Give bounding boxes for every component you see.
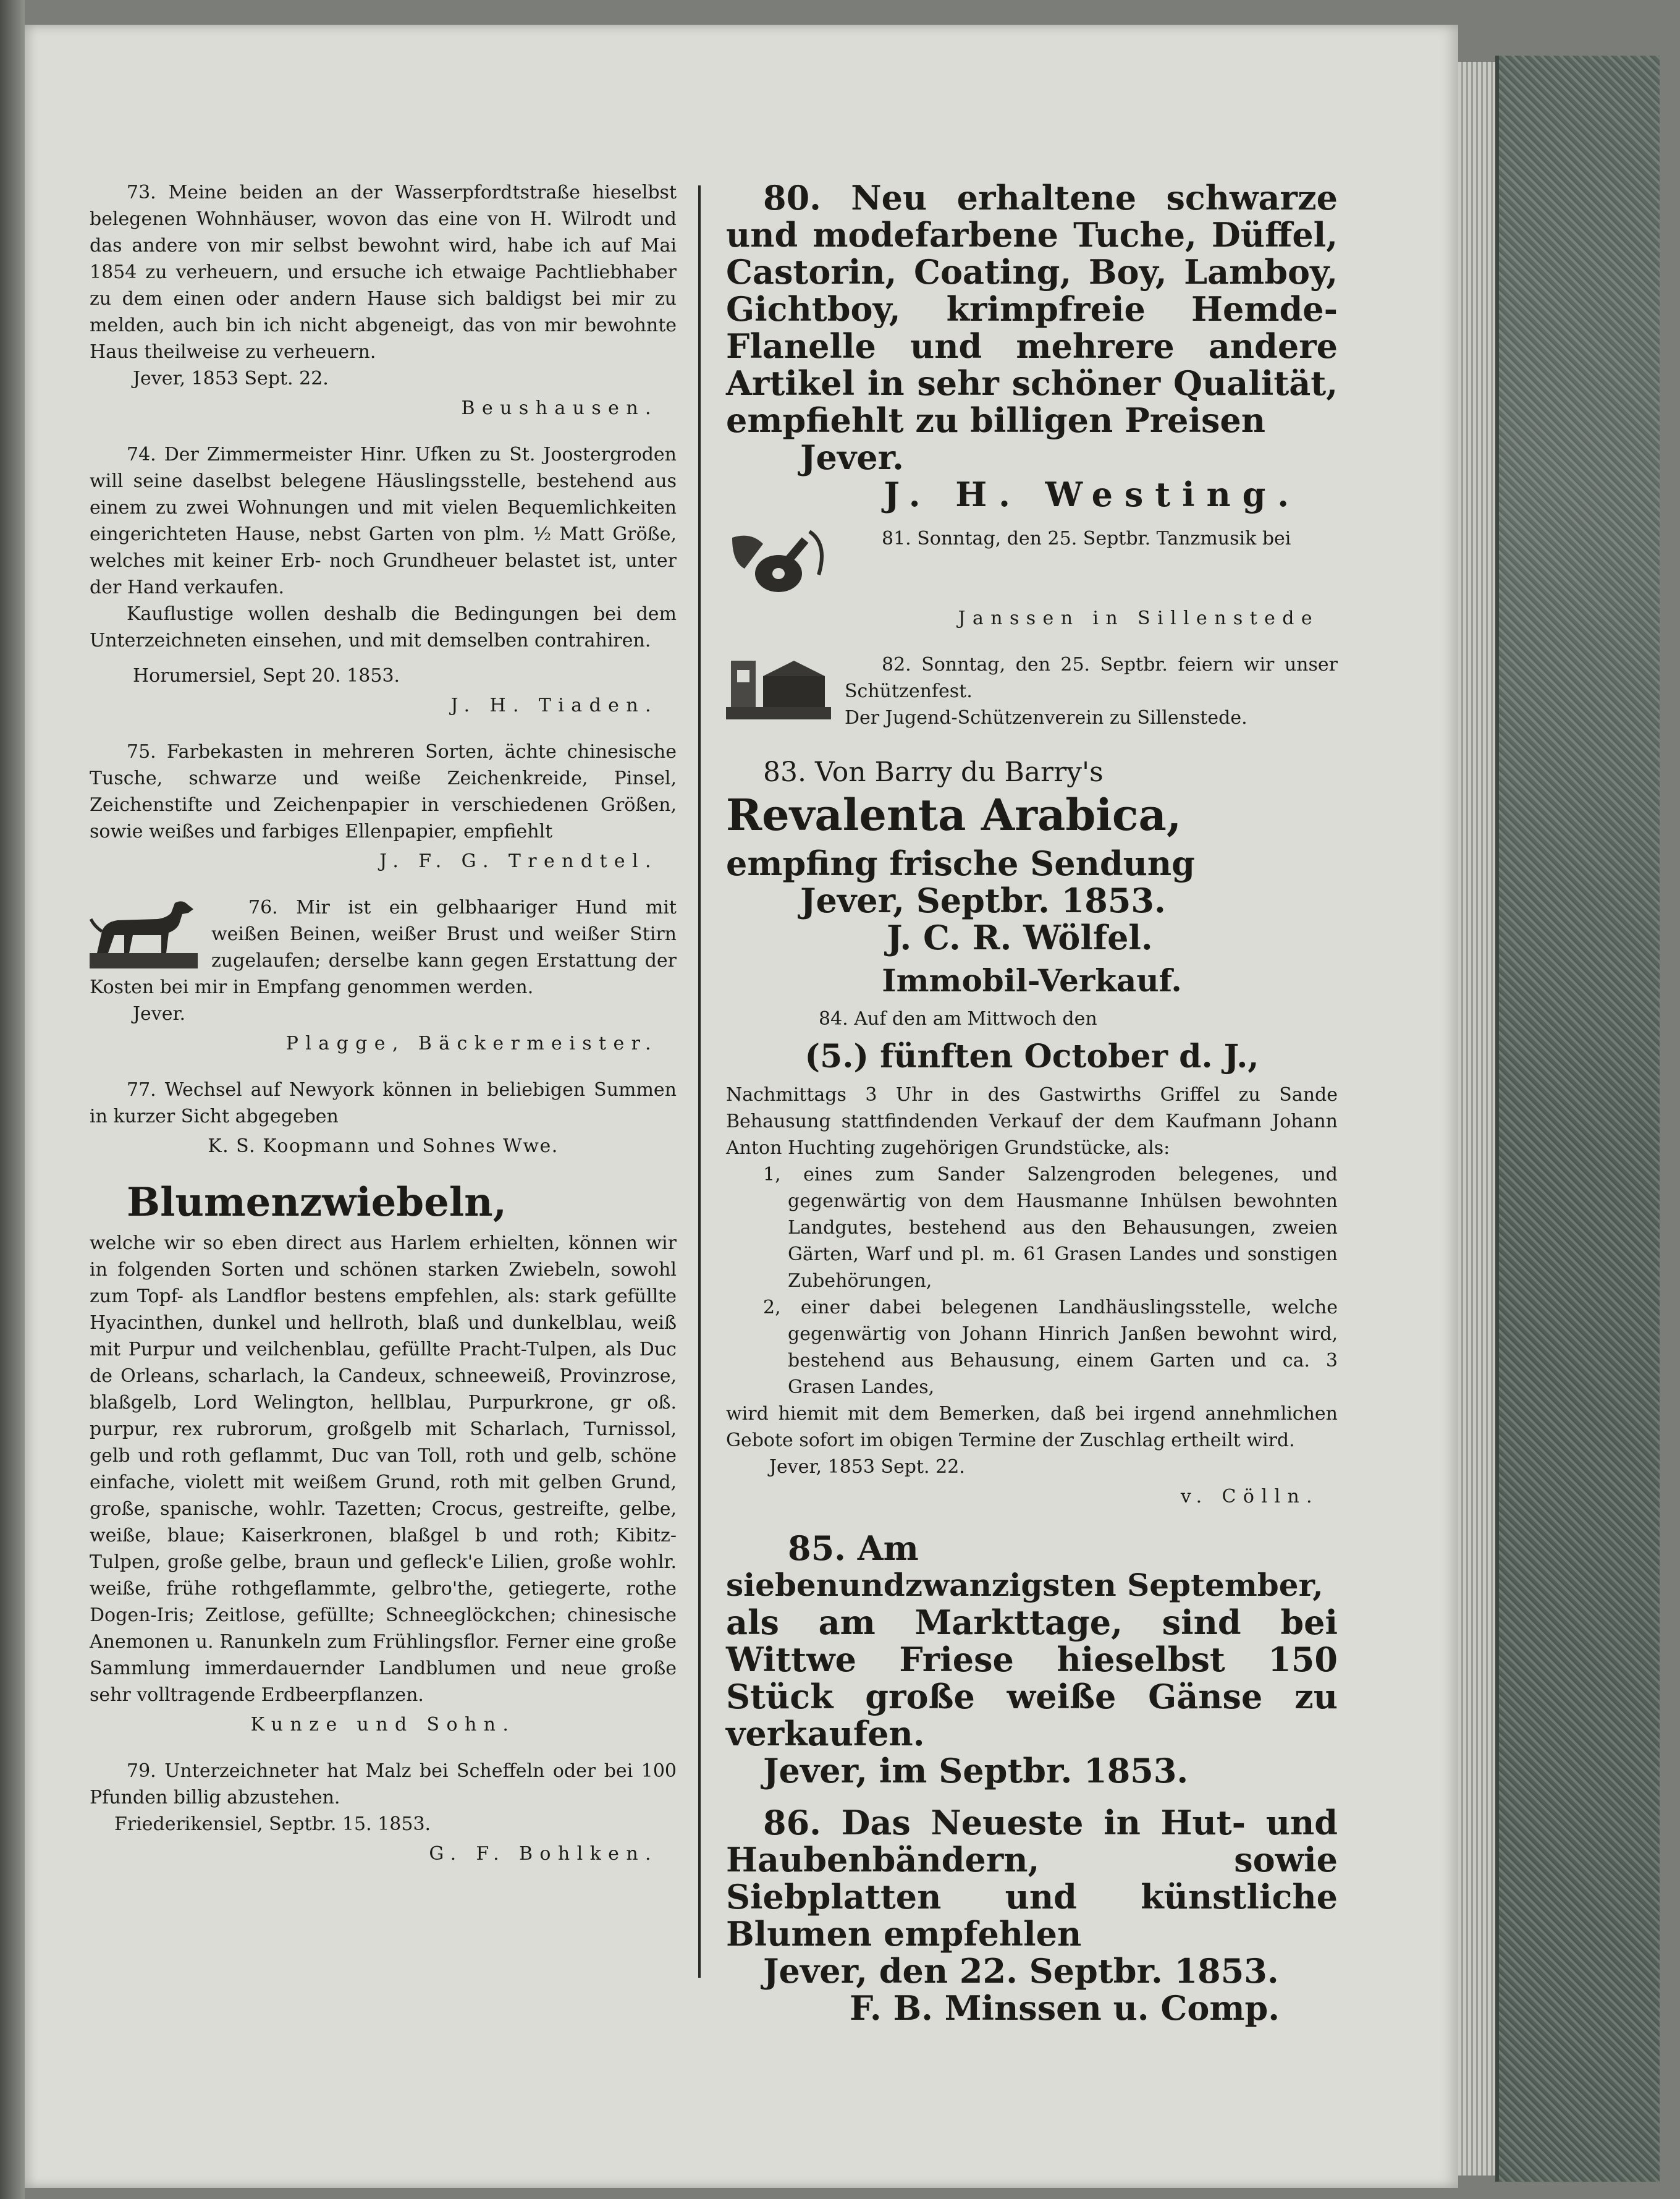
ad-74-body-2: Kauflustige wollen deshalb die Bedingungen bei dem Unterzeichneten einsehen, und mit demselben contrahiren. (90, 603, 677, 651)
guitar-woodcut-icon (726, 525, 831, 600)
ad-79 (90, 1758, 677, 1868)
ad-73-signature: Beushausen. (461, 397, 658, 419)
ad-82-line1: 82. Sonntag, den 25. Septbr. feiern wir unser Schützenfest. (845, 654, 1338, 702)
ad-80 (726, 179, 1338, 513)
ad-83-line1: 83. Von Barry du Barry's (763, 756, 1104, 788)
target-woodcut-icon (726, 651, 831, 719)
ad-76-body: 76. Mir ist ein gelbhaariger Hund mit weißen Beinen, weißer Brust und weißer Stirn zugelaufen; derselbe kann gegen Erstattung der Kosten bei mir in Empfang genommen werden. (90, 897, 677, 998)
ad-75-body: 75. Farbekasten in mehreren Sorten, ächte chinesische Tusche, schwarze und weiße Zeichenkreide, Pinsel, Zeichenstifte und Zeichenpapier in verschiedenen Größen, sowie weißes und farbiges Ellenpapier, empfiehlt (90, 741, 677, 842)
ad-82 (726, 651, 1338, 731)
ad-83-line2: empfing frische Sendung (726, 844, 1195, 883)
ad-78-signature: Kunze und Sohn. (250, 1714, 516, 1735)
ad-85-line1: 85. Am (788, 1528, 919, 1568)
ad-81-line1: 81. Sonntag, den 25. Septbr. Tanzmusik bei (882, 528, 1291, 549)
ad-80-place: Jever. (800, 438, 904, 477)
book-cover (1495, 56, 1660, 2182)
ad-73 (90, 179, 677, 423)
ad-85-body: als am Markttage, sind bei Wittwe Friese hieselbst 150 Stück große weiße Gänse zu verkaufen. (726, 1603, 1338, 1753)
ad-84 (726, 962, 1338, 1511)
ad-77-body: 77. Wechsel auf Newyork können in beliebigen Summen in kurzer Sicht abgegeben (90, 1079, 677, 1127)
ad-79-body: 79. Unterzeichneter hat Malz bei Scheffeln oder bei 100 Pfunden billig abzustehen. (90, 1760, 677, 1808)
ad-76-place: Jever. (133, 1003, 186, 1025)
column-divider (698, 185, 701, 1978)
ad-77 (90, 1077, 677, 1161)
ad-75 (90, 739, 677, 876)
ad-73-body: 73. Meine beiden an der Wasserpfordtstraße hieselbst belegenen Wohnhäuser, wovon das eine von H. Wilrodt und das andere von mir selbst bewohnt wird, habe ich auf Mai 1854 zu verheuern, und ersuche ich etwaige Pachtliebhaber zu dem einen oder andern Hause sich baldigst bei mir zu melden, auch bin ich nicht abgeneigt, das von mir bewohnte Haus theilweise zu verheuern. (90, 182, 677, 363)
ad-86 (726, 1804, 1338, 2027)
ad-84-date: Jever, 1853 Sept. 22. (769, 1456, 965, 1478)
ad-83-date: Jever, Septbr. 1853. (800, 881, 1166, 920)
ad-74 (90, 441, 677, 720)
ad-74-signature: J. H. Tiaden. (450, 695, 658, 716)
left-column (90, 179, 677, 1887)
ad-82-signature: Der Jugend-Schützenverein zu Sillenstede. (845, 707, 1247, 729)
ad-81-signature: Janssen in Sillenstede (958, 608, 1319, 629)
ad-85-date: Jever, im Septbr. 1853. (763, 1751, 1189, 1790)
ad-79-signature: G. F. Bohlken. (429, 1843, 658, 1865)
scan-background-left (0, 0, 25, 2199)
ad-86-date: Jever, den 22. Septbr. 1853. (763, 1951, 1279, 1991)
ad-74-body-1: 74. Der Zimmermeister Hinr. Ufken zu St. Joostergroden will seine daselbst belegene Häuslingsstelle, bestehend aus einem zu zwei Wohnungen und mit vielen Bequemlichkeiten eingerichteten Hause, nebst Garten von plm. ½ Matt Größe, welches mit keiner Erb- noch Grundheuer belastet ist, unter der Hand verkaufen. (90, 444, 677, 598)
ad-76-signature: Plagge, Bäckermeister. (285, 1033, 658, 1054)
ad-83 (726, 756, 1338, 956)
ad-78-body: welche wir so eben direct aus Harlem erhielten, können wir in folgenden Sorten und schönen starken Zwiebeln, sowohl zum Topf- als Landflor bestens empfehlen, als: stark gefüllte Hyacinthen, dunkel und hellroth, blaß und dunkelblau, weiß mit Purpur und veilchenblau, gefüllte Pracht-Tulpen, als Duc de Orleans, scharlach, la Candeux, schneeweiß, Provinzrose, blaßgelb, Lord Welington, hellblau, Purpurkrone, gr oß. purpur, rex rubrorum, großgelb mit Scharlach, Turnissol, gelb und roth geflammt, Duc van Toll, roth und gelb, schöne einfache, violett mit weißem Grund, roth mit gelben Grund, große, spanische, wohlr. Tazetten; Crocus, gestreifte, gelbe, weiße, blaue; Kaiserkronen, blaßgel b und roth; Kibitz-Tulpen, große gelbe, braun und gefleck'e Lilien, große wohlr. weiße, frühe rothgeflammte, gelbro'the, getiegerte, rothe Dogen-Iris; Zeitlose, gefüllte; Schneeglöckchen; chinesische Anemonen u. Ranunkeln zum Frühlingsflor. Ferner eine große Sammlung immerdauernder Landblumen und neue große sehr volltragende Erdbeerpflanzen. (90, 1232, 677, 1706)
page-edges (1458, 62, 1495, 2176)
ad-86-signature: F. B. Minssen u. Comp. (850, 1988, 1280, 2028)
ad-83-headline: Revalenta Arabica, (726, 789, 1182, 841)
ad-84-signature: v. Cölln. (1180, 1486, 1319, 1507)
ad-84-headline: Immobil-Verkauf. (882, 962, 1182, 999)
ad-85-line2: siebenundzwanzigsten September, (726, 1567, 1323, 1603)
ad-75-signature: J. F. G. Trendtel. (379, 850, 658, 872)
ad-84-body: Nachmittags 3 Uhr in des Gastwirths Griffel zu Sande Behausung stattfindenden Verkauf der dem Kaufmann Johann Anton Huchting zugehörigen Grundstücke, als: (726, 1084, 1338, 1159)
ad-78-headline: Blumenzwiebeln, (127, 1179, 507, 1226)
ad-79-date: Friederikensiel, Septbr. 15. 1853. (114, 1813, 431, 1835)
ad-84-item2: 2, einer dabei belegenen Landhäuslingsstelle, welche gegenwärtig von Johann Hinrich Janßen bewohnt wird, bestehend aus Behausung, einem Garten und ca. 3 Grasen Landes, (763, 1297, 1338, 1398)
dog-woodcut-icon (90, 894, 198, 968)
right-column (726, 179, 1338, 2027)
ad-83-signature: J. C. R. Wölfel. (887, 918, 1153, 957)
ad-86-body: 86. Das Neueste in Hut- und Haubenbändern, sowie Siebplatten und künstliche Blumen empfehlen (726, 1803, 1338, 1954)
ad-84-date-big: (5.) fünften October d. J., (804, 1038, 1259, 1075)
ad-85 (726, 1530, 1338, 1789)
ad-77-signature: K. S. Koopmann und Sohnes Wwe. (208, 1135, 559, 1157)
ad-84-closing: wird hiemit mit dem Bemerken, daß bei irgend annehmlichen Gebote sofort im obigen Termine der Zuschlag ertheilt wird. (726, 1403, 1338, 1451)
ad-76 (90, 894, 677, 1058)
ad-73-date: Jever, 1853 Sept. 22. (133, 368, 329, 389)
ad-78 (90, 1179, 677, 1739)
ad-84-item1: 1, eines zum Sander Salzengroden belegenes, und gegenwärtig von dem Hausmanne Inhülsen bewohnten Landgutes, bestehend aus den Behausungen, zweien Gärten, Warf und pl. m. 61 Grasen Landes und sonstigen Zubehörungen, (763, 1164, 1338, 1292)
ad-74-date: Horumersiel, Sept 20. 1853. (133, 665, 400, 687)
ad-84-intro: 84. Auf den am Mittwoch den (819, 1008, 1097, 1030)
ad-80-signature: J. H. Westing. (884, 475, 1301, 514)
ad-81 (726, 525, 1338, 633)
ad-80-body: 80. Neu erhaltene schwarze und modefarbene Tuche, Düffel, Castorin, Coating, Boy, Lamboy, Gichtboy, krimpfreie Hemde-Flanelle und mehrere andere Artikel in sehr schöner Qualität, empfiehlt zu billigen Preisen (726, 178, 1338, 440)
